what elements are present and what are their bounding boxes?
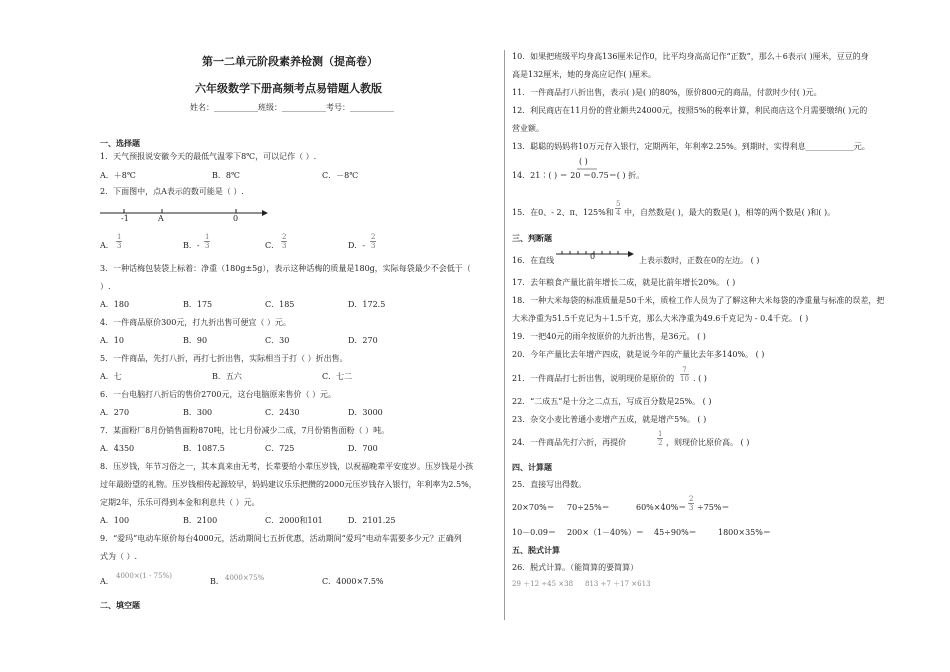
q8-option-d[interactable]: D．2101.25	[348, 516, 396, 525]
section-calc-heading: 四、计算题	[512, 463, 552, 472]
question-2: 2．下面图中，点A表示的数可能是（ ）.	[100, 187, 244, 196]
q14-fraction-bar	[577, 168, 597, 170]
q8-option-c[interactable]: C．2000和101	[265, 516, 323, 525]
q2-option-b-fraction: $\frac{1}{3}$	[205, 233, 210, 250]
question-4: 4．一件商品原价300元，打九折出售可便宜（ ）元。	[100, 318, 291, 327]
q6-option-d[interactable]: D．3000	[348, 408, 383, 417]
page-subtitle: 六年级数学下册高频考点易错题人教版	[195, 82, 382, 95]
q9-option-b[interactable]: B．	[210, 577, 224, 586]
question-10-line2: 高是132厘米，她的身高应记作( )厘米。	[512, 70, 657, 79]
q2-option-a-fraction: $\frac{1}{3}$	[117, 233, 122, 250]
q26-expression-1: 29 ＋12 ÷45 ×38	[512, 580, 574, 588]
q6-option-a[interactable]: A．270	[100, 408, 130, 417]
question-3-line2: ）.	[100, 282, 111, 291]
q2-option-d-fraction: $\frac{2}{3}$	[371, 233, 376, 250]
q4-option-c[interactable]: C．30	[265, 336, 290, 345]
question-8-line1: 8．压岁钱，年节习俗之一，其本真来由无考，长辈要给小辈压岁钱，以祝福晚辈平安度岁。压岁钱是小孩	[100, 462, 474, 471]
q7-option-c[interactable]: C．725	[265, 444, 295, 453]
question-13: 13．聪聪的妈妈将10万元存入银行，定期两年，年利率2.25%。到期时，实得利息____________元。	[512, 142, 870, 151]
q25-item-1: 20×70%＝	[512, 503, 555, 512]
q8-option-a[interactable]: A．100	[100, 516, 130, 525]
question-1: 1．天气预报说安徽今天的最低气温零下8℃，可以记作（ ）.	[100, 152, 317, 161]
q16-zero-label: 0	[590, 252, 596, 261]
question-16-part2: 上表示数时，正数在0的左边。 ( )	[639, 256, 760, 265]
q16-number-line	[556, 250, 636, 258]
q2-option-c-fraction: $\frac{2}{3}$	[282, 233, 287, 250]
question-17: 17．去年粮食产量比前年增长二成，就是比前年增长20%。 ( )	[512, 278, 736, 287]
question-9-line1: 9．“爱玛”电动车原价每台4000元，活动期间七五折优惠，活动期间“爱玛”电动车需要多少元？正确列	[100, 534, 462, 543]
q5-option-a[interactable]: A．七	[100, 372, 122, 381]
question-16-part1: 16．在直线	[512, 256, 555, 265]
q25-item-8: 1800×35%＝	[718, 528, 771, 537]
q2-option-c[interactable]: C．	[265, 241, 280, 250]
q25-item-6: 200×（1－40%）＝	[567, 528, 644, 537]
q25-item-5: 10－0.09＝	[512, 528, 556, 537]
section-stepcalc-heading: 五、脱式计算	[512, 546, 560, 555]
q7-option-b[interactable]: B．1087.5	[183, 444, 225, 453]
q21-fraction: $\frac{7}{10}$	[680, 366, 689, 383]
question-12-line2: 营业额。	[512, 124, 544, 133]
q7-option-d[interactable]: D．700	[348, 444, 378, 453]
question-19: 19．一把40元的雨伞按原价的九折出售，是36元。 ( )	[512, 332, 706, 341]
q1-option-a[interactable]: A．＋8℃	[100, 171, 136, 180]
q9-option-a[interactable]: A．	[100, 577, 114, 586]
question-24-part2: ，则现价比原价高。 ( )	[666, 438, 750, 447]
question-14: 14．21∶( ) ＝ 20 ＝0.75＝( ) 折。	[512, 171, 645, 180]
q6-option-c[interactable]: C．2430	[265, 408, 300, 417]
column-divider	[504, 50, 505, 620]
question-7: 7．某面粉厂8月份销售面粉870吨，比七月份减少二成，7月份销售面粉（ ）吨。	[100, 426, 390, 435]
q26-expression-2: 813 ÷7 ＋17 ×613	[585, 580, 651, 588]
q2-option-b[interactable]: B．-	[183, 241, 200, 250]
q3-option-a[interactable]: A．180	[100, 300, 130, 309]
q3-option-b[interactable]: B．175	[183, 300, 213, 309]
q1-option-c[interactable]: C．－8℃	[322, 171, 359, 180]
question-10-line1: 10．如果把班级平均身高136厘米记作0，比平均身高高记作“正数”，那么＋6表示( )厘米，豆豆的身	[512, 52, 869, 61]
q25-item-2: 70÷25%＝	[567, 503, 610, 512]
question-20: 20．今年产量比去年增产四成，就是说今年的产量比去年多140%。 ( )	[512, 350, 765, 359]
q24-fraction: $\frac{1}{2}$	[658, 430, 663, 447]
q25-item-3: 60%×40%＝	[636, 503, 687, 512]
question-23: 23．杂交小麦比普通小麦增产五成，就是增产5%。 ( )	[512, 415, 707, 424]
question-15-part2: 中，自然数是( )，最大的数是( )，相等的两个数是( )和( )。	[624, 208, 836, 217]
q2-tick-a: A	[158, 214, 164, 223]
question-22: 22．“二成五”是十分之二点五，写成百分数是25%。 ( )	[512, 397, 712, 406]
q5-option-c[interactable]: C．七二	[322, 372, 353, 381]
q3-option-c[interactable]: C．185	[265, 300, 295, 309]
q2-tick-neg1: -1	[121, 214, 129, 223]
question-6: 6．一台电脑打八折后的售价2700元，这台电脑原来售价（ ）元。	[100, 390, 336, 399]
question-18-line2: 大米净重为51.5千克记为＋1.5千克，那么大米净重为49.6千克记为 - 0.4千克。 ( )	[512, 314, 809, 323]
q14-top-blank: ( )	[579, 157, 588, 166]
q4-option-b[interactable]: B．90	[183, 336, 208, 345]
section-fill-heading: 二、填空题	[100, 601, 140, 610]
q7-option-a[interactable]: A．4350	[100, 444, 135, 453]
question-21-part2: . ( )	[693, 374, 707, 383]
q25-item-4: ÷75%＝	[697, 503, 730, 512]
section-judge-heading: 三、判断题	[512, 234, 552, 243]
student-info-line: 姓名：___________班级：___________考号：___________	[190, 103, 394, 112]
question-21-part1: 21．一件商品打七折出售，说明现价是原价的	[512, 374, 675, 383]
question-5: 5．一件商品，先打八折，再打七折出售，实际相当于打（ ）折出售。	[100, 354, 348, 363]
question-8-line3: 定期2年，乐乐可得到本金和利息共（ ）元。	[100, 498, 260, 507]
q8-option-b[interactable]: B．2100	[183, 516, 218, 525]
question-15-part1: 15．在0、- 2、π、125%和	[512, 208, 614, 217]
q25-item-7: 45÷90%＝	[654, 528, 697, 537]
q5-option-b[interactable]: B．五六	[212, 372, 242, 381]
q6-option-b[interactable]: B．300	[183, 408, 213, 417]
q2-option-d[interactable]: D．-	[348, 241, 366, 250]
question-8-line2: 过年最盼望的礼物。压岁钱相传起源较早，妈妈建议乐乐把攒的2000元压岁钱存入银行，年利率为2.5%，	[100, 480, 477, 489]
page-title: 第一二单元阶段素养检测（提高卷）	[202, 55, 378, 68]
q9-option-a-expression: 4000×(1 - 75%)	[116, 572, 172, 580]
q4-option-d[interactable]: D．270	[348, 336, 378, 345]
question-25: 25．直接写出得数。	[512, 480, 587, 489]
q2-option-a[interactable]: A．	[100, 241, 114, 250]
question-12-line1: 12．利民商店在11月份的营业额共24000元，按照5%的税率计算，利民商店这个月需要缴纳( )元的	[512, 106, 868, 115]
q25-item-4-fraction: $\frac{2}{3}$	[689, 495, 694, 512]
question-9-line2: 式为（ ）.	[100, 552, 138, 561]
q15-fraction: $\frac{5}{4}$	[616, 200, 621, 217]
question-24-part1: 24．一件商品先打六折，再提价	[512, 438, 627, 447]
q9-option-c[interactable]: C．4000×7.5%	[322, 577, 384, 586]
q4-option-a[interactable]: A．10	[100, 336, 124, 345]
q2-tick-zero: 0	[233, 214, 239, 223]
q3-option-d[interactable]: D．172.5	[348, 300, 386, 309]
q9-option-b-expression: 4000×75%	[225, 574, 265, 582]
question-11: 11．一件商品打八折出售，表示( )是( )的80%，原价800元的商品，付款时少付( )元。	[512, 88, 822, 97]
section-choice-heading: 一、选择题	[100, 139, 140, 148]
question-26: 26．脱式计算。（能简算的要简算）	[512, 563, 639, 572]
question-3-line1: 3．一种话梅包装袋上标着：净重（180g±5g），表示这种话梅的质量是180g，实际每袋最少不会低于（	[100, 264, 471, 273]
question-18-line1: 18．一种大米每袋的标准质量是50千米，质检工作人员为了了解这种大米每袋的净重量与标准的误差，把	[512, 296, 885, 305]
q1-option-b[interactable]: B．8℃	[212, 171, 240, 180]
